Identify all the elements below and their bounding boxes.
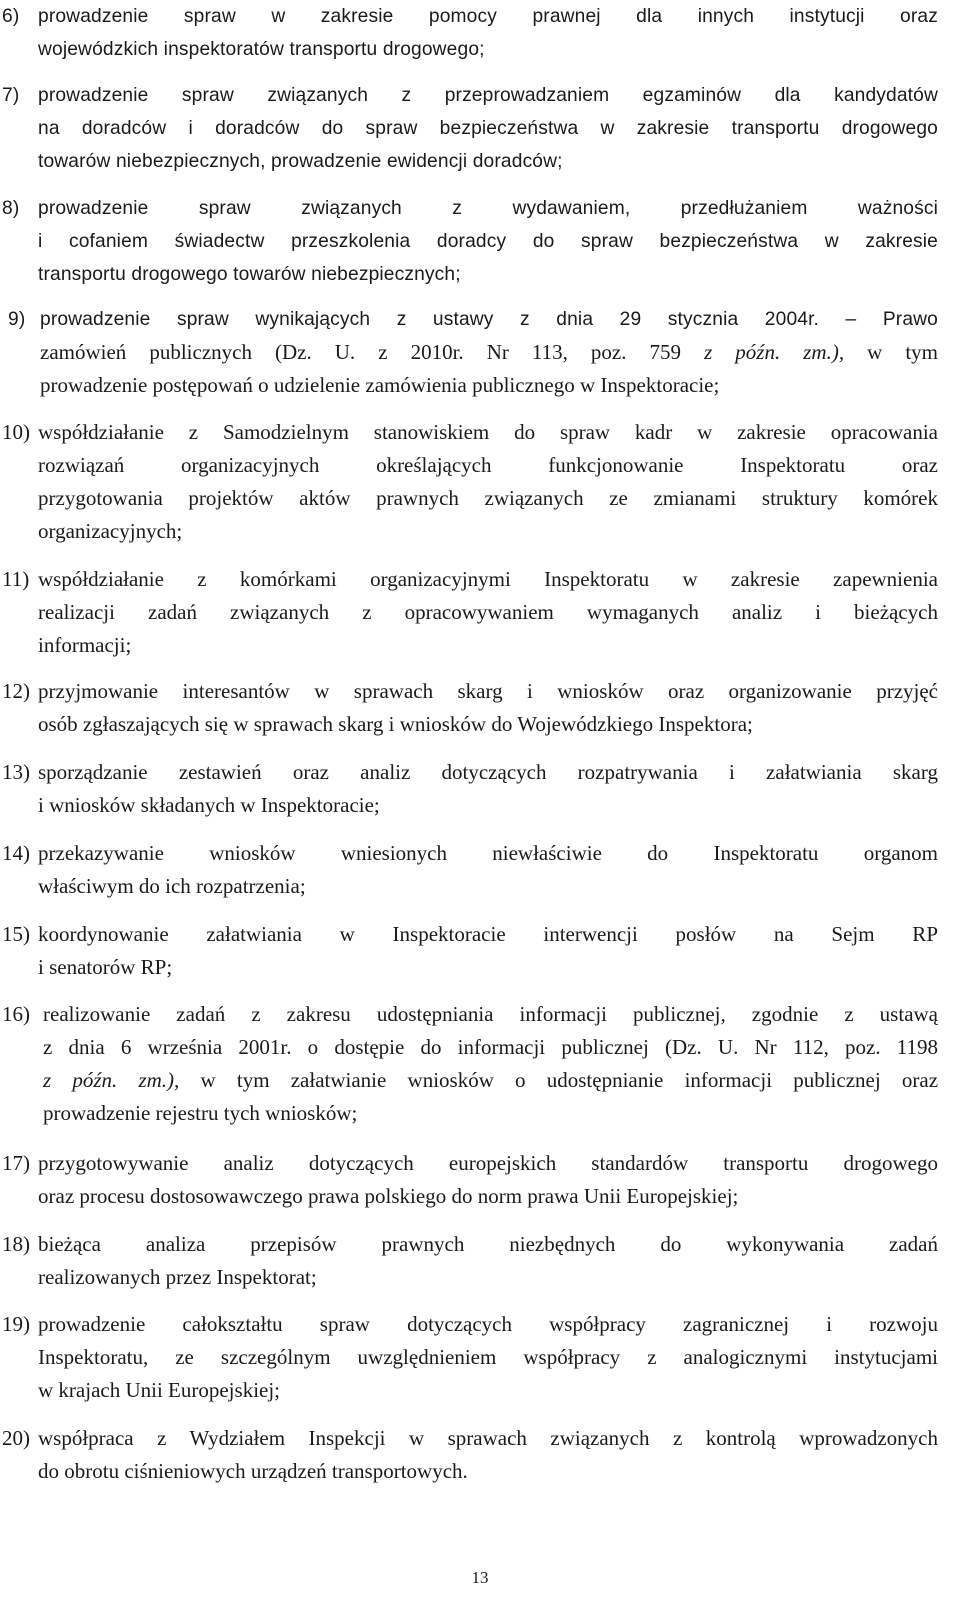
text-line: i senatorów RP; [38, 955, 173, 979]
text-line: realizowanie zadań z zakresu udostępniania informacji publicznej, zgodnie z ustawą [43, 1002, 938, 1026]
item-number: 8) [2, 198, 20, 219]
text-line: organizacyjnych; [38, 519, 183, 543]
text-line: współpraca z Wydziałem Inspekcji w sprawach związanych z kontrolą wprowadzonych [38, 1426, 938, 1450]
text-line: z dnia 6 września 2001r. o dostępie do informacji publicznej (Dz. U. Nr 112, poz. 1198 [43, 1035, 938, 1059]
text-line: transportu drogowego towarów niebezpiecznych; [38, 264, 461, 285]
item-text [38, 918, 938, 984]
item-number: 20) [2, 1426, 30, 1450]
text-line: przekazywanie wniosków wniesionych niewłaściwie do Inspektoratu organom [38, 841, 938, 865]
item-number: 12) [2, 679, 30, 703]
item-number: 6) [2, 6, 20, 27]
text-line: przygotowywanie analiz dotyczących europejskich standardów transportu drogowego [38, 1151, 938, 1175]
item-text [38, 0, 938, 66]
item-text [38, 756, 938, 822]
item-text [38, 837, 938, 903]
item-number: 19) [2, 1312, 30, 1336]
item-number: 18) [2, 1232, 30, 1256]
item-number: 11) [2, 567, 30, 591]
text-line: informacji; [38, 633, 132, 657]
text-line: sporządzanie zestawień oraz analiz dotyczących rozpatrywania i załatwiania skarg [38, 760, 938, 784]
item-text [38, 1147, 938, 1213]
text-line: właściwym do ich rozpatrzenia; [38, 874, 306, 898]
text-line: przygotowania projektów aktów prawnych związanych ze zmianami struktury komórek [38, 486, 938, 510]
item-text [38, 192, 938, 291]
item-text [38, 79, 938, 178]
text-line: prowadzenie spraw związanych z wydawaniem, przedłużaniem ważności [38, 198, 938, 219]
item-text [38, 563, 938, 662]
item-text [43, 998, 938, 1130]
italic-abbreviation: z późn. zm.), [43, 1068, 180, 1092]
item-text [38, 416, 938, 548]
text-line: z późn. zm.), w tym załatwianie wniosków o udostępnianie informacji publicznej oraz [43, 1068, 938, 1092]
item-number: 14) [2, 841, 30, 865]
item-number: 9) [8, 309, 26, 330]
text-line: prowadzenie rejestru tych wniosków; [43, 1101, 358, 1125]
text-line: współdziałanie z komórkami organizacyjnymi Inspektoratu w zakresie zapewnienia [38, 567, 938, 591]
text-line: na doradców i doradców do spraw bezpieczeństwa w zakresie transportu drogowego [38, 118, 938, 139]
item-text [38, 1422, 938, 1488]
item-number: 15) [2, 922, 30, 946]
item-number: 17) [2, 1151, 30, 1175]
text-line: bieżąca analiza przepisów prawnych niezbędnych do wykonywania zadań [38, 1232, 938, 1256]
text-line: prowadzenie spraw w zakresie pomocy prawnej dla innych instytucji oraz [38, 6, 938, 27]
text-line: prowadzenie postępowań o udzielenie zamówienia publicznego w Inspektoracie; [40, 373, 720, 397]
item-text [38, 1308, 938, 1407]
item-number: 13) [2, 760, 30, 784]
text-line: i cofaniem świadectw przeszkolenia doradcy do spraw bezpieczeństwa w zakresie [38, 231, 938, 252]
text-line: w krajach Unii Europejskiej; [38, 1378, 281, 1402]
text-line: towarów niebezpiecznych, prowadzenie ewidencji doradców; [38, 151, 563, 172]
text-line: Inspektoratu, ze szczególnym uwzględnieniem współpracy z analogicznymi instytucjami [38, 1345, 938, 1369]
text-line: osób zgłaszających się w sprawach skarg i wniosków do Wojewódzkiego Inspektora; [38, 712, 753, 736]
item-number: 7) [2, 85, 20, 106]
item-number: 10) [2, 420, 30, 444]
text-line: rozwiązań organizacyjnych określających funkcjonowanie Inspektoratu oraz [38, 453, 938, 477]
page-number: 13 [471, 1568, 489, 1587]
italic-abbreviation: z późn. zm.), [704, 340, 845, 364]
text-line: realizacji zadań związanych z opracowywaniem wymaganych analiz i bieżących [38, 600, 938, 624]
text-line: prowadzenie spraw związanych z przeprowadzaniem egzaminów dla kandydatów [38, 85, 938, 106]
text-line: prowadzenie spraw wynikających z ustawy z dnia 29 stycznia 2004r. – Prawo [40, 309, 938, 330]
item-number: 16) [2, 1002, 30, 1026]
item-text [38, 675, 938, 741]
text-line: przyjmowanie interesantów w sprawach skarg i wniosków oraz organizowanie przyjęć [38, 679, 938, 703]
text-line: zamówień publicznych (Dz. U. z 2010r. Nr 113, poz. 759 z późn. zm.), w tym [40, 340, 938, 364]
text-line: oraz procesu dostosowawczego prawa polskiego do norm prawa Unii Europejskiej; [38, 1184, 739, 1208]
text-line: prowadzenie całokształtu spraw dotyczących współpracy zagranicznej i rozwoju [38, 1312, 938, 1336]
text-line: realizowanych przez Inspektorat; [38, 1265, 317, 1289]
text-line: do obrotu ciśnieniowych urządzeń transportowych. [38, 1459, 468, 1483]
text-line: koordynowanie załatwiania w Inspektoracie interwencji posłów na Sejm RP [38, 922, 938, 946]
item-text [40, 303, 938, 402]
text-line: wojewódzkich inspektoratów transportu drogowego; [38, 39, 485, 60]
item-text [38, 1228, 938, 1294]
text-line: współdziałanie z Samodzielnym stanowiskiem do spraw kadr w zakresie opracowania [38, 420, 938, 444]
text-line: i wniosków składanych w Inspektoracie; [38, 793, 380, 817]
